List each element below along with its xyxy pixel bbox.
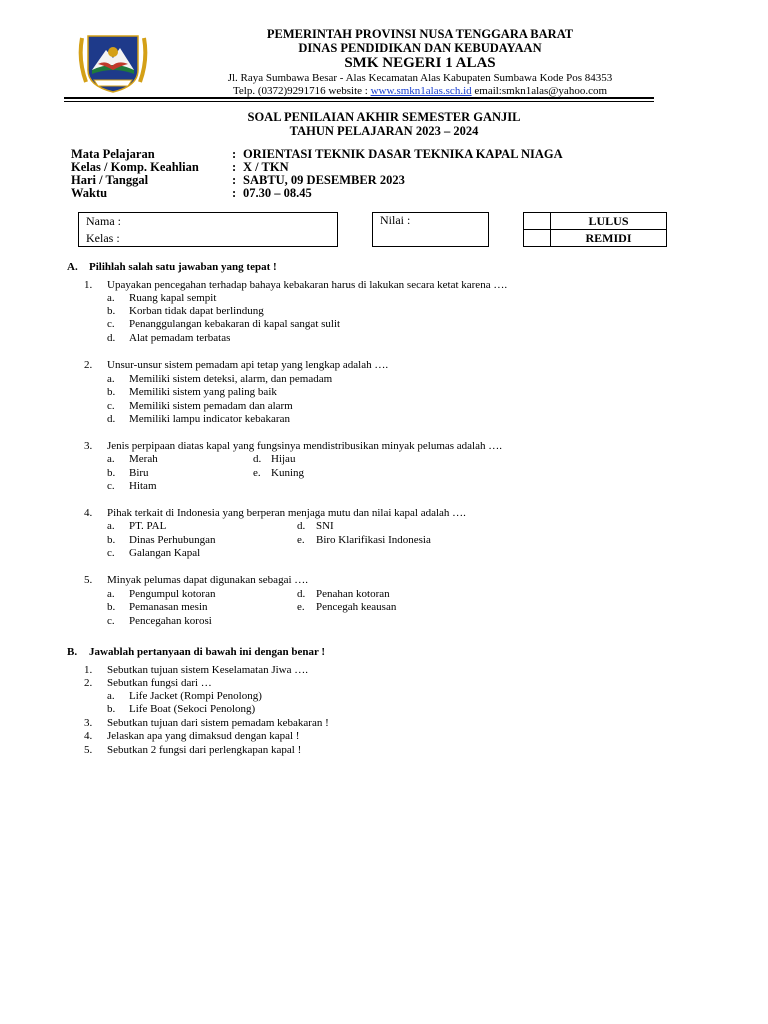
option-letter: c.: [107, 400, 115, 412]
option-text[interactable]: Memiliki lampu indicator kebakaran: [129, 413, 290, 425]
question-text: Upayakan pencegahan terhadap bahaya kebakaran harus di lakukan secara ketat karena ….: [107, 279, 508, 291]
department-name: DINAS PENDIDIKAN DAN KEBUDAYAAN: [298, 41, 542, 55]
option-letter: a.: [107, 520, 115, 532]
question-text: Jenis perpipaan diatas kapal yang fungsinya mendistribusikan minyak pelumas adalah ….: [107, 440, 502, 452]
meta-key: Hari / Tanggal: [71, 173, 149, 187]
meta-key: Mata Pelajaran: [71, 147, 155, 161]
option-text: Life Jacket (Rompi Penolong): [129, 690, 262, 702]
option-letter: b.: [107, 534, 116, 546]
meta-colon: :: [232, 147, 237, 161]
question-number: 1.: [84, 664, 93, 676]
website-link[interactable]: www.smkn1alas.sch.id: [370, 85, 472, 97]
option-text[interactable]: Penahan kotoran: [316, 588, 390, 600]
option-letter: b.: [107, 703, 116, 715]
meta-colon: :: [232, 186, 237, 200]
option-letter: d.: [253, 453, 262, 465]
meta-key: Kelas / Komp. Keahlian: [71, 160, 199, 174]
header-divider-thick: [64, 97, 654, 99]
meta-value: ORIENTASI TEKNIK DASAR TEKNIKA KAPAL NIAGA: [243, 147, 563, 161]
option-letter: d.: [107, 332, 116, 344]
grade-box: [523, 212, 667, 247]
section-instruction: Jawablah pertanyaan di bawah ini dengan benar !: [89, 646, 326, 658]
question-text: Sebutkan tujuan dari sistem pemadam kebakaran !: [107, 717, 329, 729]
option-text[interactable]: Biro Klarifikasi Indonesia: [316, 534, 431, 546]
option-letter: a.: [107, 588, 115, 600]
option-letter: a.: [107, 292, 115, 304]
exam-title-line2: TAHUN PELAJARAN 2023 – 2024: [289, 124, 479, 138]
option-letter: c.: [107, 318, 115, 330]
option-text[interactable]: Penanggulangan kebakaran di kapal sangat sulit: [129, 318, 341, 330]
header-divider-thin: [64, 101, 654, 102]
option-text[interactable]: Pemanasan mesin: [129, 601, 208, 613]
class-field-label: Kelas :: [86, 231, 120, 245]
option-text[interactable]: Pencegah keausan: [316, 601, 397, 613]
meta-colon: :: [232, 160, 237, 174]
option-text: Life Boat (Sekoci Penolong): [129, 703, 256, 715]
score-box[interactable]: [372, 212, 489, 247]
remedial-checkbox[interactable]: [524, 230, 551, 246]
question-number: 4.: [84, 507, 93, 519]
option-text[interactable]: Korban tidak dapat berlindung: [129, 305, 264, 317]
option-text[interactable]: Memiliki sistem yang paling baik: [129, 386, 277, 398]
government-name: PEMERINTAH PROVINSI NUSA TENGGARA BARAT: [266, 27, 574, 41]
option-letter: d.: [107, 413, 116, 425]
option-text[interactable]: SNI: [316, 520, 334, 532]
option-text[interactable]: Biru: [129, 467, 149, 479]
option-text[interactable]: Merah: [129, 453, 158, 465]
option-letter: a.: [107, 453, 115, 465]
question-number: 2.: [84, 677, 93, 689]
option-text[interactable]: Ruang kapal sempit: [129, 292, 217, 304]
question-text: Jelaskan apa yang dimaksud dengan kapal !: [107, 730, 300, 742]
option-text[interactable]: Hitam: [129, 480, 157, 492]
score-label: Nilai :: [380, 213, 411, 227]
question-text: Minyak pelumas dapat digunakan sebagai ….: [107, 574, 309, 586]
question-number: 2.: [84, 359, 93, 371]
student-identity-box[interactable]: [78, 212, 338, 247]
question-text: Unsur-unsur sistem pemadam api tetap yang lengkap adalah ….: [107, 359, 389, 371]
option-text[interactable]: Hijau: [271, 453, 296, 465]
question-number: 5.: [84, 574, 93, 586]
section-a-heading: [67, 261, 277, 273]
school-name: SMK NEGERI 1 ALAS: [344, 55, 496, 71]
option-text[interactable]: Dinas Perhubungan: [129, 534, 216, 546]
section-letter: B.: [67, 646, 78, 658]
option-letter: b.: [107, 305, 116, 317]
option-letter: a.: [107, 373, 115, 385]
exam-title-line1: SOAL PENILAIAN AKHIR SEMESTER GANJIL: [247, 110, 521, 124]
option-letter: c.: [107, 480, 115, 492]
section-letter: A.: [67, 261, 78, 273]
phone-text: Telp. (0372)9291716 website :: [232, 85, 371, 97]
meta-key: Waktu: [71, 186, 108, 200]
option-letter: e.: [253, 467, 261, 479]
question-number: 5.: [84, 744, 93, 756]
option-letter: c.: [107, 547, 115, 559]
email-text: email:smkn1alas@yahoo.com: [471, 85, 608, 97]
option-text[interactable]: PT. PAL: [129, 520, 167, 532]
option-text[interactable]: Galangan Kapal: [129, 547, 201, 559]
option-text[interactable]: Memiliki sistem pemadam dan alarm: [129, 400, 293, 412]
name-field-label: Nama :: [86, 214, 121, 228]
option-text[interactable]: Pengumpul kotoran: [129, 588, 216, 600]
section-b-heading: [67, 646, 325, 658]
question-text: Pihak terkait di Indonesia yang berperan menjaga mutu dan nilai kapal adalah ….: [107, 507, 466, 519]
school-address: Jl. Raya Sumbawa Besar - Alas Kecamatan Alas Kabupaten Sumbawa Kode Pos 84353: [227, 72, 613, 84]
option-letter: e.: [297, 534, 305, 546]
option-text[interactable]: Pencegahan korosi: [129, 615, 212, 627]
meta-colon: :: [232, 173, 237, 187]
question-text: Sebutkan tujuan sistem Keselamatan Jiwa ….: [107, 664, 309, 676]
option-letter: d.: [297, 588, 306, 600]
question-number: 3.: [84, 717, 93, 729]
meta-value: 07.30 – 08.45: [243, 186, 312, 200]
option-letter: b.: [107, 386, 116, 398]
pass-checkbox[interactable]: [524, 213, 551, 229]
meta-value: SABTU, 09 DESEMBER 2023: [243, 173, 405, 187]
question-text: Sebutkan fungsi dari …: [107, 677, 212, 689]
pass-label: LULUS: [588, 214, 629, 228]
remedial-label: REMIDI: [585, 231, 632, 245]
option-letter: b.: [107, 601, 116, 613]
option-letter: a.: [107, 690, 115, 702]
option-text[interactable]: Memiliki sistem deteksi, alarm, dan pemadam: [129, 373, 333, 385]
ntb-province-crest-icon: [76, 30, 150, 94]
option-letter: e.: [297, 601, 305, 613]
exam-title: [190, 110, 578, 138]
question-number: 1.: [84, 279, 93, 291]
letterhead: [190, 27, 650, 98]
meta-value: X / TKN: [243, 160, 289, 174]
question-text: Sebutkan 2 fungsi dari perlengkapan kapal !: [107, 744, 302, 756]
option-letter: d.: [297, 520, 306, 532]
question-number: 3.: [84, 440, 93, 452]
option-text[interactable]: Kuning: [271, 467, 304, 479]
question-number: 4.: [84, 730, 93, 742]
option-letter: b.: [107, 467, 116, 479]
option-text[interactable]: Alat pemadam terbatas: [129, 332, 231, 344]
option-letter: c.: [107, 615, 115, 627]
section-instruction: Pilihlah salah satu jawaban yang tepat !: [89, 261, 277, 273]
